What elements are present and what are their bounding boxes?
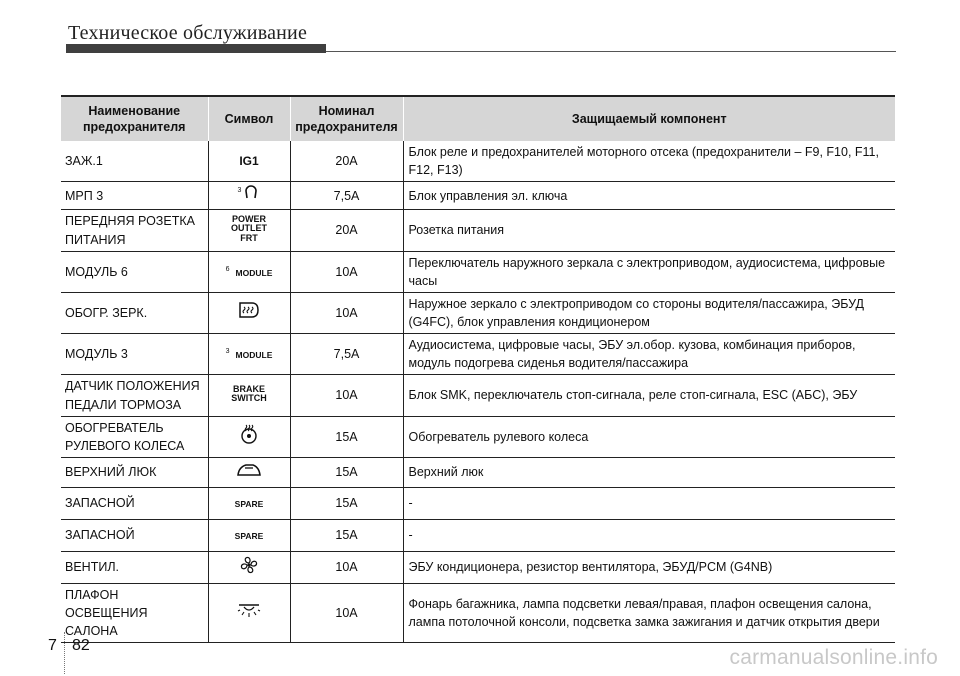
sunroof-icon (236, 461, 262, 484)
fuse-name-cell: ЗАПАСНОЙ (61, 487, 208, 519)
fuse-name-cell: ПЕРЕДНЯЯ РОЗЕТКА ПИТАНИЯ (61, 210, 208, 251)
fuse-name-cell: ДАТЧИК ПОЛОЖЕНИЯ ПЕДАЛИ ТОРМОЗА (61, 375, 208, 416)
watermark: carmanualsonline.info (729, 646, 938, 669)
table-row (61, 141, 895, 182)
mirror-heater-icon (237, 301, 261, 324)
steering-heater-icon (238, 423, 260, 450)
fuse-rating-cell: 10A (290, 251, 403, 292)
fuse-component-cell: ЭБУ кондиционера, резистор вентилятора, ЭБУД/PCM (G4NB) (403, 551, 895, 583)
fuse-rating-cell: 15A (290, 519, 403, 551)
col-header-symbol: Символ (208, 96, 290, 141)
fuse-symbol-cell (208, 457, 290, 487)
fuse-rating-cell: 20A (290, 141, 403, 182)
fuse-component-cell: Переключатель наружного зеркала с электроприводом, аудиосистема, цифровые часы (403, 251, 895, 292)
fuse-symbol-cell (208, 375, 290, 416)
table-row (61, 487, 895, 519)
header-rule (326, 51, 896, 52)
table-row (61, 551, 895, 583)
fuse-symbol-cell (208, 210, 290, 251)
fuse-component-cell: Фонарь багажника, лампа подсветки левая/правая, плафон освещения салона, лампа потолочной консоли, подсветка замка зажигания и датчик открытия двери (403, 583, 895, 642)
brake-switch-label: BRAKE SWITCH (231, 383, 267, 404)
fuse-symbol-cell (208, 519, 290, 551)
col-header-rating: Номинал предохранителя (290, 96, 403, 141)
col-header-fuse-name: Наименование предохранителя (61, 96, 208, 141)
table-row (61, 251, 895, 292)
fuse-component-cell: - (403, 519, 895, 551)
page-number: 82 (72, 637, 90, 654)
fuse-component-cell: Наружное зеркало с электроприводом со стороны водителя/пассажира, ЭБУД (G4FC), блок управления кондиционером (403, 292, 895, 333)
spare-label: SPARE (234, 531, 264, 542)
fuse-component-cell: Обогреватель рулевого колеса (403, 416, 895, 457)
fuse-symbol-cell (208, 551, 290, 583)
fuse-symbol-cell (208, 583, 290, 642)
table-row (61, 210, 895, 251)
fuse-name-cell: ЗАЖ.1 (61, 141, 208, 182)
ig1-label: IG1 (239, 153, 259, 168)
fuse-component-cell: Блок реле и предохранителей моторного отсека (предохранители – F9, F10, F11, F12, F13) (403, 141, 895, 182)
table-row (61, 519, 895, 551)
fuse-name-cell: ОБОГР. ЗЕРК. (61, 292, 208, 333)
fuse-name-cell: ПЛАФОН ОСВЕЩЕНИЯ САЛОНА (61, 583, 208, 642)
fuse-symbol-cell (208, 141, 290, 182)
fuse-component-cell: - (403, 487, 895, 519)
key-ring-icon (242, 184, 260, 207)
fuse-symbol-cell: 3 (208, 182, 290, 210)
table-row (61, 292, 895, 333)
module-label: $^3$ MODULE (225, 348, 273, 361)
fuse-rating-cell: 15A (290, 457, 403, 487)
table-row (61, 583, 895, 642)
fuse-rating-cell: 10A (290, 583, 403, 642)
fuse-name-cell: ОБОГРЕВАТЕЛЬ РУЛЕВОГО КОЛЕСА (61, 416, 208, 457)
fuse-rating-cell: 7,5A (290, 334, 403, 375)
room-lamp-icon (236, 602, 262, 625)
fuse-component-cell: Блок управления эл. ключа (403, 182, 895, 210)
fuse-name-cell: МРП 3 (61, 182, 208, 210)
fuse-rating-cell: 20A (290, 210, 403, 251)
power-outlet-label: POWER OUTLET FRT (231, 214, 267, 243)
table-row (61, 334, 895, 375)
fuse-component-cell: Блок SMK, переключатель стоп-сигнала, реле стоп-сигнала, ESC (АБС), ЭБУ (403, 375, 895, 416)
module-label: $^6$ MODULE (225, 265, 273, 278)
col-header-component: Защищаемый компонент (403, 96, 895, 141)
fuse-component-cell: Розетка питания (403, 210, 895, 251)
fuse-name-cell: МОДУЛЬ 3 (61, 334, 208, 375)
fuse-rating-cell: 7,5A (290, 182, 403, 210)
table-row (61, 416, 895, 457)
fuse-name-cell: ЗАПАСНОЙ (61, 519, 208, 551)
fuse-name-cell: ВЕРХНИЙ ЛЮК (61, 457, 208, 487)
fuse-component-cell: Аудиосистема, цифровые часы, ЭБУ эл.обор. кузова, комбинация приборов, модуль подогрева сиденья водителя/пассажира (403, 334, 895, 375)
table-row (61, 457, 895, 487)
table-row (61, 182, 895, 210)
page-title: Техническое обслуживание (68, 22, 308, 44)
fan-icon (239, 555, 259, 580)
fuse-rating-cell: 15A (290, 416, 403, 457)
fuse-symbol-cell (208, 334, 290, 375)
table-row (61, 375, 895, 416)
fuse-symbol-cell (208, 416, 290, 457)
fuse-symbol-cell (208, 251, 290, 292)
fuse-rating-cell: 10A (290, 292, 403, 333)
fuse-table (61, 95, 895, 643)
page-number-divider (64, 632, 66, 674)
header-bar (66, 44, 326, 53)
section-number: 7 (48, 637, 57, 654)
fuse-name-cell: ВЕНТИЛ. (61, 551, 208, 583)
table-header-row (61, 96, 895, 141)
fuse-rating-cell: 10A (290, 551, 403, 583)
fuse-rating-cell: 10A (290, 375, 403, 416)
fuse-symbol-cell (208, 292, 290, 333)
fuse-symbol-cell (208, 487, 290, 519)
fuse-rating-cell: 15A (290, 487, 403, 519)
spare-label: SPARE (234, 499, 264, 510)
fuse-component-cell: Верхний люк (403, 457, 895, 487)
fuse-name-cell: МОДУЛЬ 6 (61, 251, 208, 292)
